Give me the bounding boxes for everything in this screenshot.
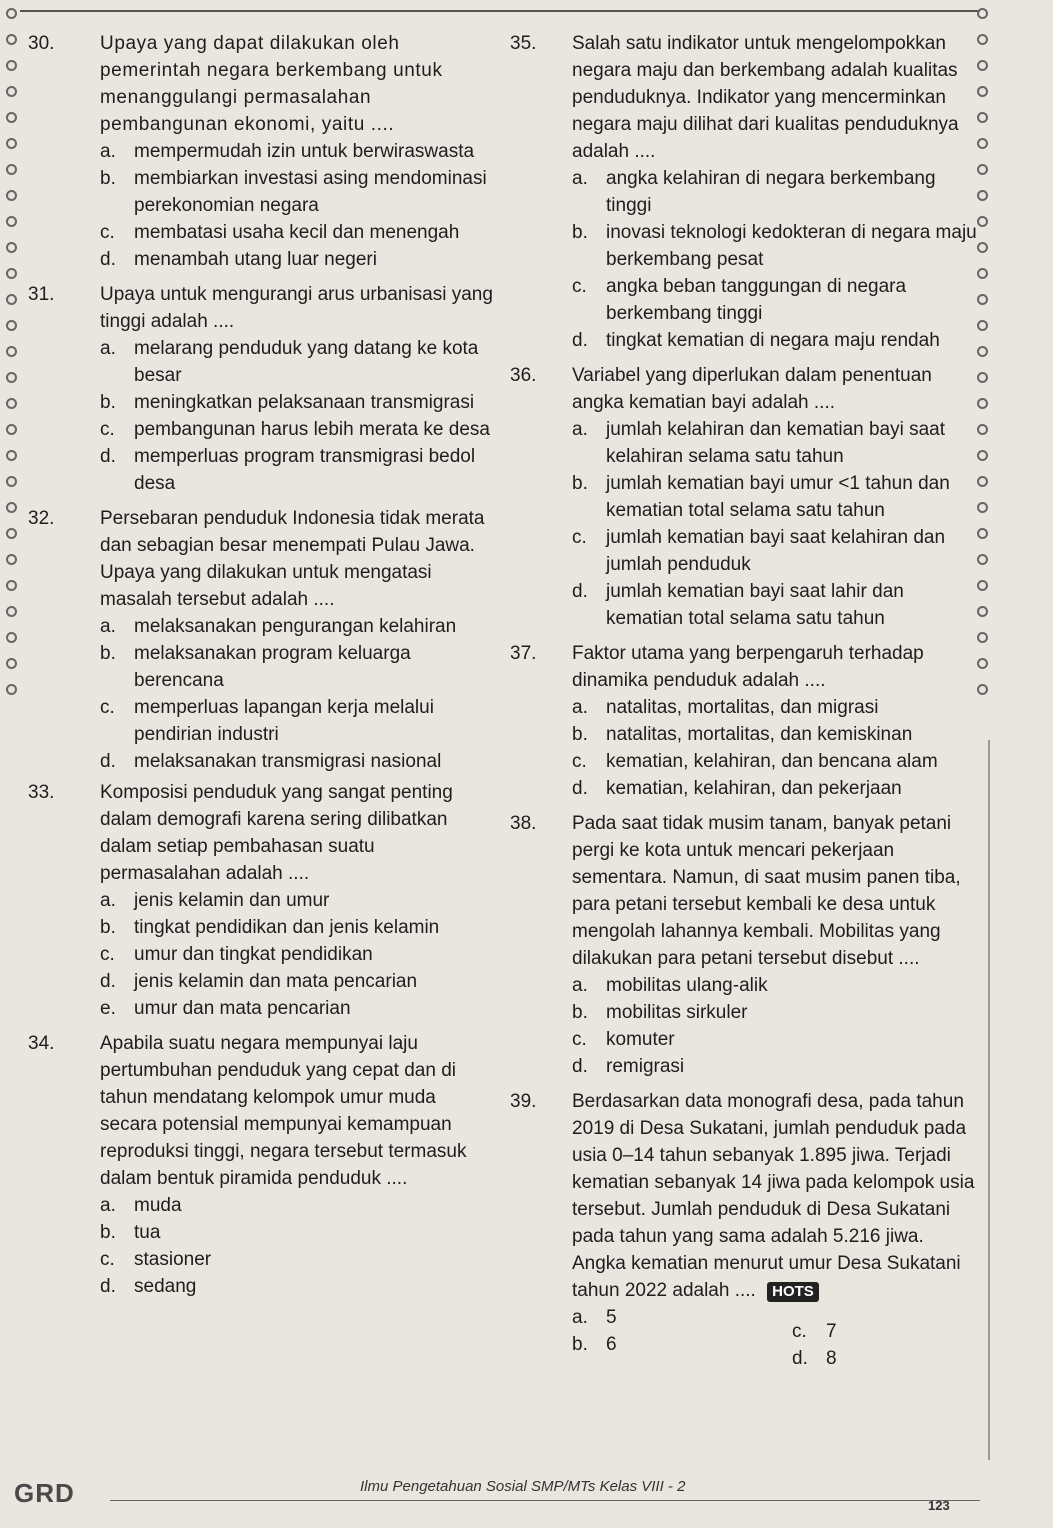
question-text: Upaya untuk mengurangi arus urbanisasi yang tinggi adalah .... <box>100 284 493 332</box>
option-b: b. 6 <box>572 1334 617 1355</box>
question-text: Upaya yang dapat dilakukan oleh pemerintah negara berkembang untuk menanggulangi permasalahan pembangunan ekonomi, yaitu .... <box>100 33 443 135</box>
question-number: 34. <box>28 1033 55 1054</box>
question-30 <box>28 30 498 273</box>
binding-ring <box>6 632 17 643</box>
option-a: a. jenis kelamin dan umur <box>100 890 330 911</box>
question-number: 33. <box>28 782 55 803</box>
question-33 <box>28 779 498 1022</box>
option-d: d. sedang <box>100 1276 197 1297</box>
question-38 <box>510 810 980 1080</box>
question-31 <box>28 281 498 497</box>
option-b: b. inovasi teknologi kedokteran di negara maju berkembang pesat <box>572 222 977 270</box>
binding-ring <box>977 8 988 19</box>
option-b: b. meningkatkan pelaksanaan transmigrasi <box>100 392 475 413</box>
question-34 <box>28 1030 498 1300</box>
question-text: Pada saat tidak musim tanam, banyak petani pergi ke kota untuk mencari pekerjaan sementara. Namun, di saat musim panen tiba, para petani tersebut kembali ke desa untuk mengolah lahannya kembali. Mobilitas yang dilakukan para petani tersebut disebut .... <box>572 813 961 969</box>
binding-ring <box>6 320 17 331</box>
option-d: d. remigrasi <box>572 1056 685 1077</box>
binding-ring <box>6 294 17 305</box>
binding-ring <box>6 112 17 123</box>
option-b: b. membiarkan investasi asing mendominasi perekonomian negara <box>100 168 487 216</box>
option-d: d. jenis kelamin dan mata pencarian <box>100 971 418 992</box>
option-e: e. umur dan mata pencarian <box>100 998 351 1019</box>
binding-ring <box>6 216 17 227</box>
question-number: 35. <box>510 33 537 54</box>
option-a: a. mobilitas ulang-alik <box>572 975 768 996</box>
question-text: Apabila suatu negara mempunyai laju pertumbuhan penduduk yang cepat dan di tahun mendatang kelompok umur muda secara potensial mempunyai kemampuan reproduksi tinggi, negara tersebut termasuk dalam bentuk piramida penduduk .... <box>100 1033 467 1189</box>
binding-ring <box>6 658 17 669</box>
option-c: c. jumlah kematian bayi saat kelahiran dan jumlah penduduk <box>572 527 946 575</box>
binding-ring <box>6 372 17 383</box>
book-title: Ilmu Pengetahuan Sosial SMP/MTs Kelas VIII - 2 <box>360 1478 686 1495</box>
option-a: a. melaksanakan pengurangan kelahiran <box>100 616 457 637</box>
question-number: 38. <box>510 813 537 834</box>
option-a: a. melarang penduduk yang datang ke kota besar <box>100 338 479 386</box>
option-d: d. memperluas program transmigrasi bedol desa <box>100 446 476 494</box>
question-39 <box>510 1088 980 1372</box>
question-text: Faktor utama yang berpengaruh terhadap dinamika penduduk adalah .... <box>572 643 924 691</box>
binding-ring <box>6 424 17 435</box>
page-number: 123 <box>928 1498 950 1513</box>
left-column <box>28 30 498 1300</box>
option-c: c. komuter <box>572 1029 675 1050</box>
binding-ring <box>6 450 17 461</box>
binding-ring <box>6 502 17 513</box>
hots-badge: HOTS <box>767 1282 819 1302</box>
option-b: b. natalitas, mortalitas, dan kemiskinan <box>572 724 913 745</box>
option-c: c. angka beban tanggungan di negara berkembang tinggi <box>572 276 907 324</box>
option-b: b. tua <box>100 1222 161 1243</box>
binding-ring <box>6 138 17 149</box>
option-c: c. kematian, kelahiran, dan bencana alam <box>572 751 938 772</box>
question-text: Persebaran penduduk Indonesia tidak merata dan sebagian besar menempati Pulau Jawa. Upaya yang dilakukan untuk mengatasi masalah tersebut adalah .... <box>100 508 485 610</box>
option-d: d. menambah utang luar negeri <box>100 249 377 270</box>
top-binding-line <box>20 10 980 12</box>
question-35 <box>510 30 980 354</box>
margin-bar <box>988 740 990 1460</box>
option-c: c. umur dan tingkat pendidikan <box>100 944 373 965</box>
binding-ring <box>6 164 17 175</box>
page-footer <box>0 1470 1053 1528</box>
options-grid <box>572 1304 862 1372</box>
question-36 <box>510 362 980 632</box>
binding-ring <box>6 86 17 97</box>
question-number: 32. <box>28 508 55 529</box>
binding-ring <box>6 398 17 409</box>
question-number: 30. <box>28 33 55 54</box>
binding-ring <box>6 554 17 565</box>
binding-ring <box>6 34 17 45</box>
option-d: d. jumlah kematian bayi saat lahir dan kematian total selama satu tahun <box>572 581 904 629</box>
option-b: b. mobilitas sirkuler <box>572 1002 748 1023</box>
binding-ring <box>6 268 17 279</box>
option-a: a. muda <box>100 1195 182 1216</box>
option-d: d. 8 <box>792 1348 837 1369</box>
binding-ring <box>6 580 17 591</box>
binding-ring <box>6 606 17 617</box>
option-b: b. melaksanakan program keluarga berencana <box>100 643 411 691</box>
option-c: c. pembangunan harus lebih merata ke desa <box>100 419 490 440</box>
binding-ring <box>6 476 17 487</box>
option-a: a. 5 <box>572 1307 617 1328</box>
binding-ring <box>6 8 17 19</box>
question-37 <box>510 640 980 802</box>
binding-ring <box>6 242 17 253</box>
right-column <box>510 30 980 1372</box>
binding-rings-left <box>2 0 24 720</box>
question-number: 31. <box>28 284 55 305</box>
option-d: d. tingkat kematian di negara maju rendah <box>572 330 940 351</box>
question-number: 36. <box>510 365 537 386</box>
binding-ring <box>6 60 17 71</box>
option-a: a. mempermudah izin untuk berwiraswasta <box>100 141 475 162</box>
option-c: c. 7 <box>792 1321 837 1342</box>
question-number: 37. <box>510 643 537 664</box>
question-32 <box>28 505 498 775</box>
option-a: a. angka kelahiran di negara berkembang tinggi <box>572 168 936 216</box>
option-c: c. memperluas lapangan kerja melalui pendirian industri <box>100 697 434 745</box>
binding-ring <box>6 190 17 201</box>
question-text: Berdasarkan data monografi desa, pada tahun 2019 di Desa Sukatani, jumlah penduduk pada usia 0–14 tahun sebanyak 1.895 jiwa. Terjadi kematian sebanyak 14 jiwa pada kelompok usia tersebut. Jumlah penduduk di Desa Sukatani pada tahun yang sama adalah 5.216 jiwa. Angka kematian menurut umur Desa Sukatani tahun 2022 adalah .... <box>572 1091 975 1301</box>
footer-divider <box>110 1500 980 1501</box>
option-b: b. jumlah kematian bayi umur <1 tahun dan kematian total selama satu tahun <box>572 473 950 521</box>
option-d: d. melaksanakan transmigrasi nasional <box>100 751 442 772</box>
binding-ring <box>6 684 17 695</box>
option-c: c. stasioner <box>100 1249 212 1270</box>
option-a: a. natalitas, mortalitas, dan migrasi <box>572 697 879 718</box>
option-d: d. kematian, kelahiran, dan pekerjaan <box>572 778 902 799</box>
question-text: Salah satu indikator untuk mengelompokkan negara maju dan berkembang adalah kualitas penduduknya. Indikator yang mencerminkan negara maju dilihat dari kualitas penduduknya adalah .... <box>572 33 959 162</box>
option-b: b. tingkat pendidikan dan jenis kelamin <box>100 917 440 938</box>
option-c: c. membatasi usaha kecil dan menengah <box>100 222 460 243</box>
binding-ring <box>6 346 17 357</box>
question-text: Komposisi penduduk yang sangat penting dalam demografi karena sering dilibatkan dalam setiap pembahasan suatu permasalahan adalah .... <box>100 782 453 884</box>
option-a: a. jumlah kelahiran dan kematian bayi saat kelahiran selama satu tahun <box>572 419 946 467</box>
question-number: 39. <box>510 1091 537 1112</box>
binding-ring <box>6 528 17 539</box>
question-text: Variabel yang diperlukan dalam penentuan angka kematian bayi adalah .... <box>572 365 932 413</box>
publisher-logo: GRD <box>14 1478 75 1508</box>
